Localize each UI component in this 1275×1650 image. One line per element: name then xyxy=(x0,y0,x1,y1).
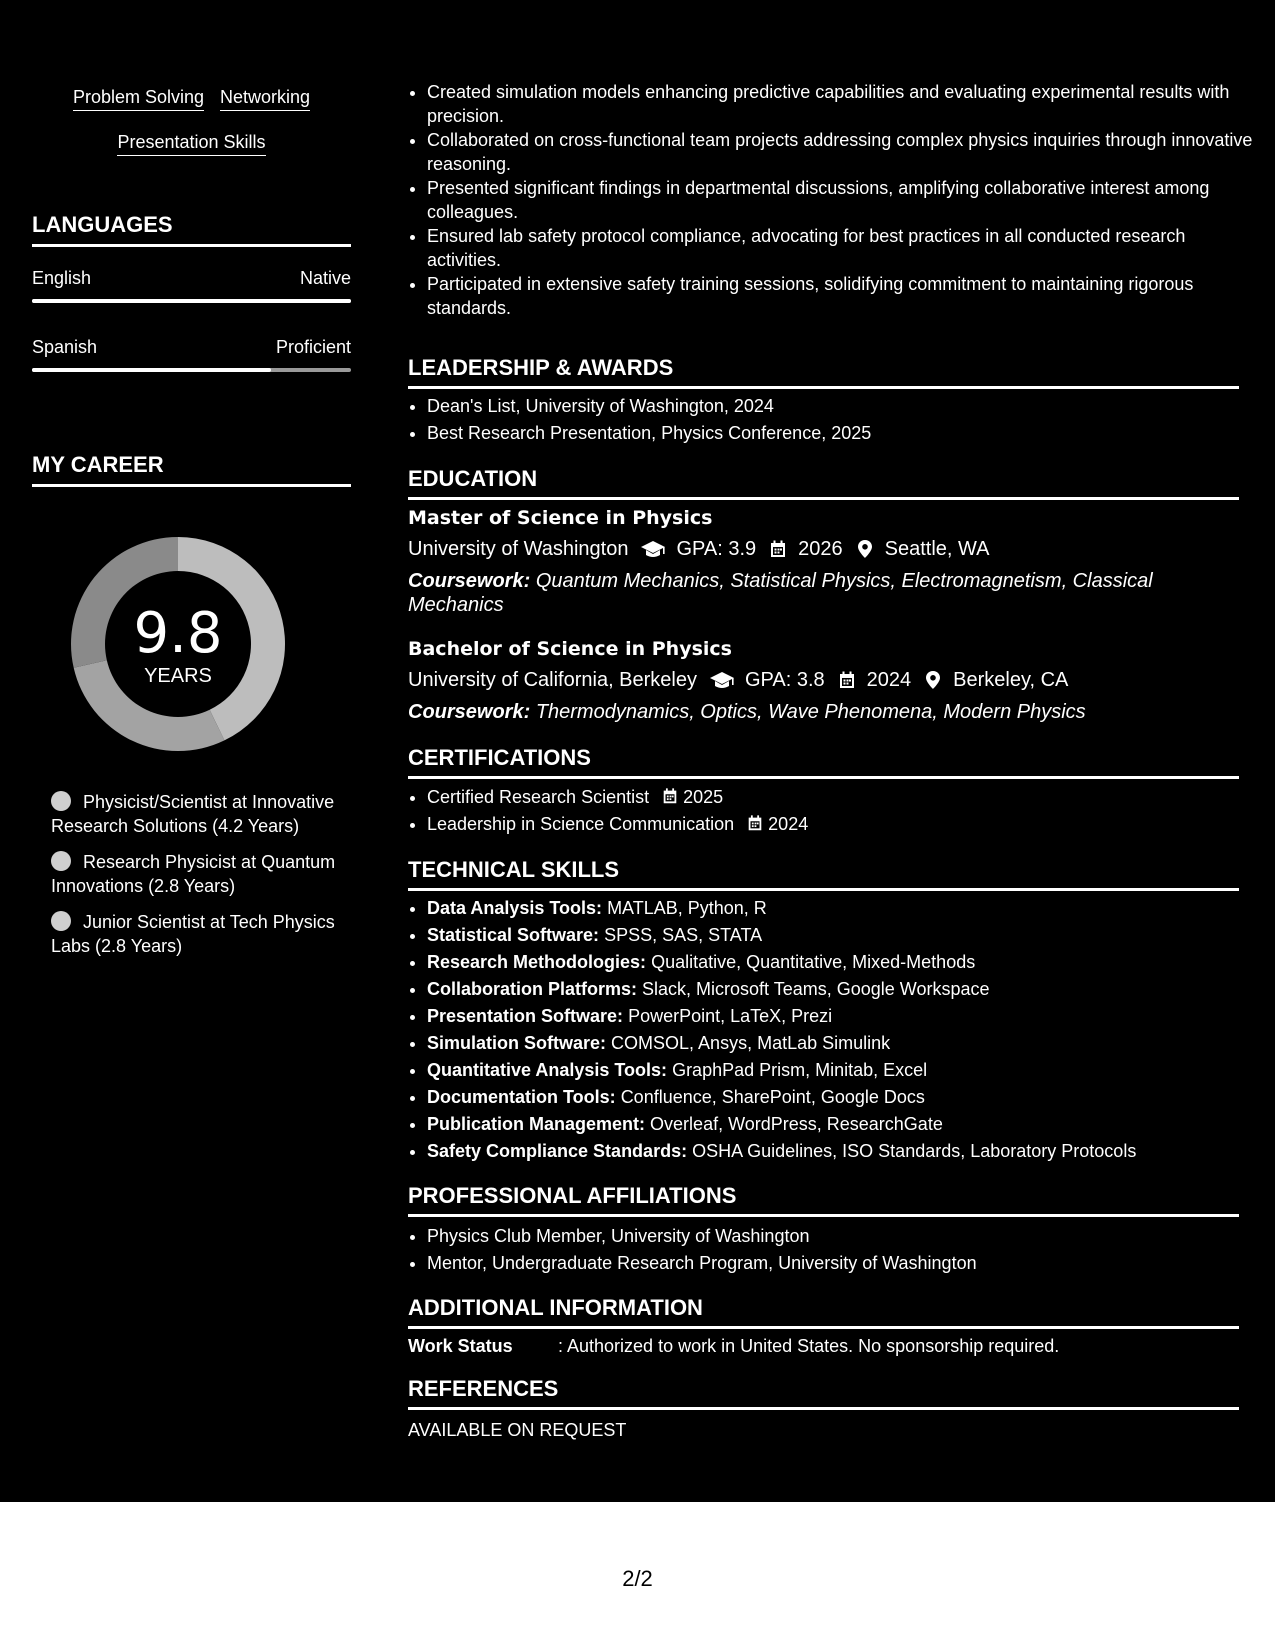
skill-values: Confluence, SharePoint, Google Docs xyxy=(620,1087,925,1107)
coursework-list: Quantum Mechanics, Statistical Physics, Electromagnetism, Classical Mechanics xyxy=(408,570,1153,616)
technical-skill-item xyxy=(427,1138,1258,1165)
skill-values: OSHA Guidelines, ISO Standards, Laboratory Protocols xyxy=(692,1141,1137,1161)
language-bar-fill xyxy=(32,368,271,372)
language-bar xyxy=(32,368,351,372)
certifications-heading: CERTIFICATIONS xyxy=(408,745,1239,779)
degree-title: Bachelor of Science in Physics xyxy=(408,638,732,660)
skill-values: MATLAB, Python, R xyxy=(607,898,767,918)
skill-category: Simulation Software: xyxy=(427,1033,607,1053)
career-total-years: 9.8 xyxy=(133,601,223,666)
skill-tag: Presentation Skills xyxy=(117,131,265,156)
certification-item xyxy=(427,811,1258,838)
technical-skill-item xyxy=(427,1003,1258,1030)
affiliation-item: • Physics Club Member, University of Washington xyxy=(427,1223,1258,1250)
references-heading: REFERENCES xyxy=(408,1376,1239,1410)
language-level: Proficient xyxy=(275,337,351,357)
skill-category: Presentation Software: xyxy=(427,1006,624,1026)
language-level: Native xyxy=(299,268,351,288)
technical-skills-heading: TECHNICAL SKILLS xyxy=(408,857,1239,891)
skill-values: PowerPoint, LaTeX, Prezi xyxy=(628,1006,833,1026)
coursework-label: Coursework: xyxy=(408,570,531,592)
work-status-value: : Authorized to work in United States. No sponsorship required. xyxy=(558,1336,1060,1356)
career-years-label: YEARS xyxy=(144,665,212,687)
experience-bullet: • Presented significant findings in departmental discussions, amplifying collaborative interest among colleagues. xyxy=(427,176,1258,224)
gpa: GPA: 3.9 xyxy=(676,538,757,560)
legend-dot xyxy=(51,911,71,931)
coursework-label: Coursework: xyxy=(408,701,531,723)
school-name: University of California, Berkeley xyxy=(408,669,697,691)
skill-tag: Networking xyxy=(220,86,310,111)
career-legend-item xyxy=(51,850,341,898)
languages-heading: LANGUAGES xyxy=(32,212,351,247)
certification-name: Leadership in Science Communication xyxy=(427,814,735,834)
skill-values: COMSOL, Ansys, MatLab Simulink xyxy=(611,1033,891,1053)
experience-bullet: • Created simulation models enhancing predictive capabilities and evaluating experimental results with precision. xyxy=(427,80,1258,128)
skill-category: Quantitative Analysis Tools: xyxy=(427,1060,668,1080)
language-name: Spanish xyxy=(32,337,98,357)
coursework-list: Thermodynamics, Optics, Wave Phenomena, Modern Physics xyxy=(535,701,1086,723)
coursework xyxy=(408,700,1239,724)
graduation-year: 2024 xyxy=(866,669,912,691)
work-status xyxy=(408,1336,1239,1357)
map-pin-icon xyxy=(855,539,875,559)
school-location: Berkeley, CA xyxy=(953,669,1069,691)
skill-category: Documentation Tools: xyxy=(427,1087,616,1107)
technical-skill-item xyxy=(427,1030,1258,1057)
skill-values: Qualitative, Quantitative, Mixed-Methods xyxy=(651,952,976,972)
career-role: Physicist/Scientist at Innovative Research Solutions (4.2 Years) xyxy=(51,792,335,836)
career-role: Research Physicist at Quantum Innovations (2.8 Years) xyxy=(51,852,336,896)
awards-heading: LEADERSHIP & AWARDS xyxy=(408,355,1239,389)
skill-category: Data Analysis Tools: xyxy=(427,898,603,918)
language-item xyxy=(32,337,351,372)
legend-dot xyxy=(51,791,71,811)
graduation-cap-icon xyxy=(640,538,666,560)
skill-category: Statistical Software: xyxy=(427,925,600,945)
skill-category: Research Methodologies: xyxy=(427,952,647,972)
certifications-list xyxy=(408,784,1258,838)
skill-category: Collaboration Platforms: xyxy=(427,979,638,999)
award-item: • Dean's List, University of Washington, 2024 xyxy=(427,393,1258,420)
award-item: • Best Research Presentation, Physics Conference, 2025 xyxy=(427,420,1258,447)
career-role: Junior Scientist at Tech Physics Labs (2.8 Years) xyxy=(51,912,335,956)
technical-skill-item xyxy=(427,1084,1258,1111)
technical-skill-item xyxy=(427,1111,1258,1138)
technical-skill-item xyxy=(427,922,1258,949)
education-heading: EDUCATION xyxy=(408,466,1239,500)
work-status-label: Work Status xyxy=(408,1336,513,1356)
gpa: GPA: 3.8 xyxy=(745,669,825,691)
career-legend-item xyxy=(51,910,341,958)
calendar-icon xyxy=(837,670,857,690)
degree-title: Master of Science in Physics xyxy=(408,507,713,529)
affiliation-item: • Mentor, Undergraduate Research Program, University of Washington xyxy=(427,1250,1258,1277)
education-entry xyxy=(408,634,1239,724)
graduation-cap-icon xyxy=(709,669,735,691)
certification-year: 2025 xyxy=(683,787,724,807)
language-bar xyxy=(32,299,351,303)
school-location: Seattle, WA xyxy=(884,538,990,560)
legend-dot xyxy=(51,851,71,871)
map-pin-icon xyxy=(923,670,943,690)
certification-item xyxy=(427,784,1258,811)
career-donut-chart xyxy=(66,532,290,756)
skill-values: Slack, Microsoft Teams, Google Workspace xyxy=(642,979,990,999)
career-legend xyxy=(51,790,341,970)
page-number: 2/2 xyxy=(622,1566,653,1591)
skills-row xyxy=(32,131,351,176)
certification-year: 2024 xyxy=(768,814,809,834)
graduation-year: 2026 xyxy=(798,538,843,560)
experience-bullet: • Ensured lab safety protocol compliance, advocating for best practices in all conducted research activities. xyxy=(427,224,1258,272)
calendar-icon xyxy=(768,539,788,559)
technical-skill-item xyxy=(427,1057,1258,1084)
affiliations-list xyxy=(408,1223,1258,1277)
technical-skill-item xyxy=(427,949,1258,976)
skill-tag: Problem Solving xyxy=(73,86,204,111)
experience-bullets xyxy=(408,80,1258,320)
language-name: English xyxy=(32,268,92,288)
career-heading: MY CAREER xyxy=(32,452,351,487)
affiliations-heading: PROFESSIONAL AFFILIATIONS xyxy=(408,1183,1239,1217)
technical-skills-list xyxy=(408,895,1258,1165)
calendar-icon xyxy=(746,814,764,832)
skill-category: Safety Compliance Standards: xyxy=(427,1141,688,1161)
skills-row xyxy=(32,86,351,131)
certification-name: Certified Research Scientist xyxy=(427,787,650,807)
skill-values: SPSS, SAS, STATA xyxy=(604,925,763,945)
skills-tags xyxy=(32,86,351,176)
technical-skill-item xyxy=(427,895,1258,922)
language-item xyxy=(32,268,351,303)
awards-list xyxy=(408,393,1258,447)
career-legend-item xyxy=(51,790,341,838)
skill-values: Overleaf, WordPress, ResearchGate xyxy=(650,1114,943,1134)
calendar-icon xyxy=(661,787,679,805)
coursework xyxy=(408,569,1239,617)
references-text: AVAILABLE ON REQUEST xyxy=(408,1420,627,1440)
school-name: University of Washington xyxy=(408,538,629,560)
language-bar-fill xyxy=(32,299,351,303)
experience-bullet: • Participated in extensive safety training sessions, solidifying commitment to maintaining rigorous standards. xyxy=(427,272,1258,320)
education-entry xyxy=(408,503,1239,617)
experience-bullet: • Collaborated on cross-functional team projects addressing complex physics inquiries through innovative reasoning. xyxy=(427,128,1258,176)
additional-info-heading: ADDITIONAL INFORMATION xyxy=(408,1295,1239,1329)
technical-skill-item xyxy=(427,976,1258,1003)
skill-category: Publication Management: xyxy=(427,1114,646,1134)
skill-values: GraphPad Prism, Minitab, Excel xyxy=(672,1060,928,1080)
